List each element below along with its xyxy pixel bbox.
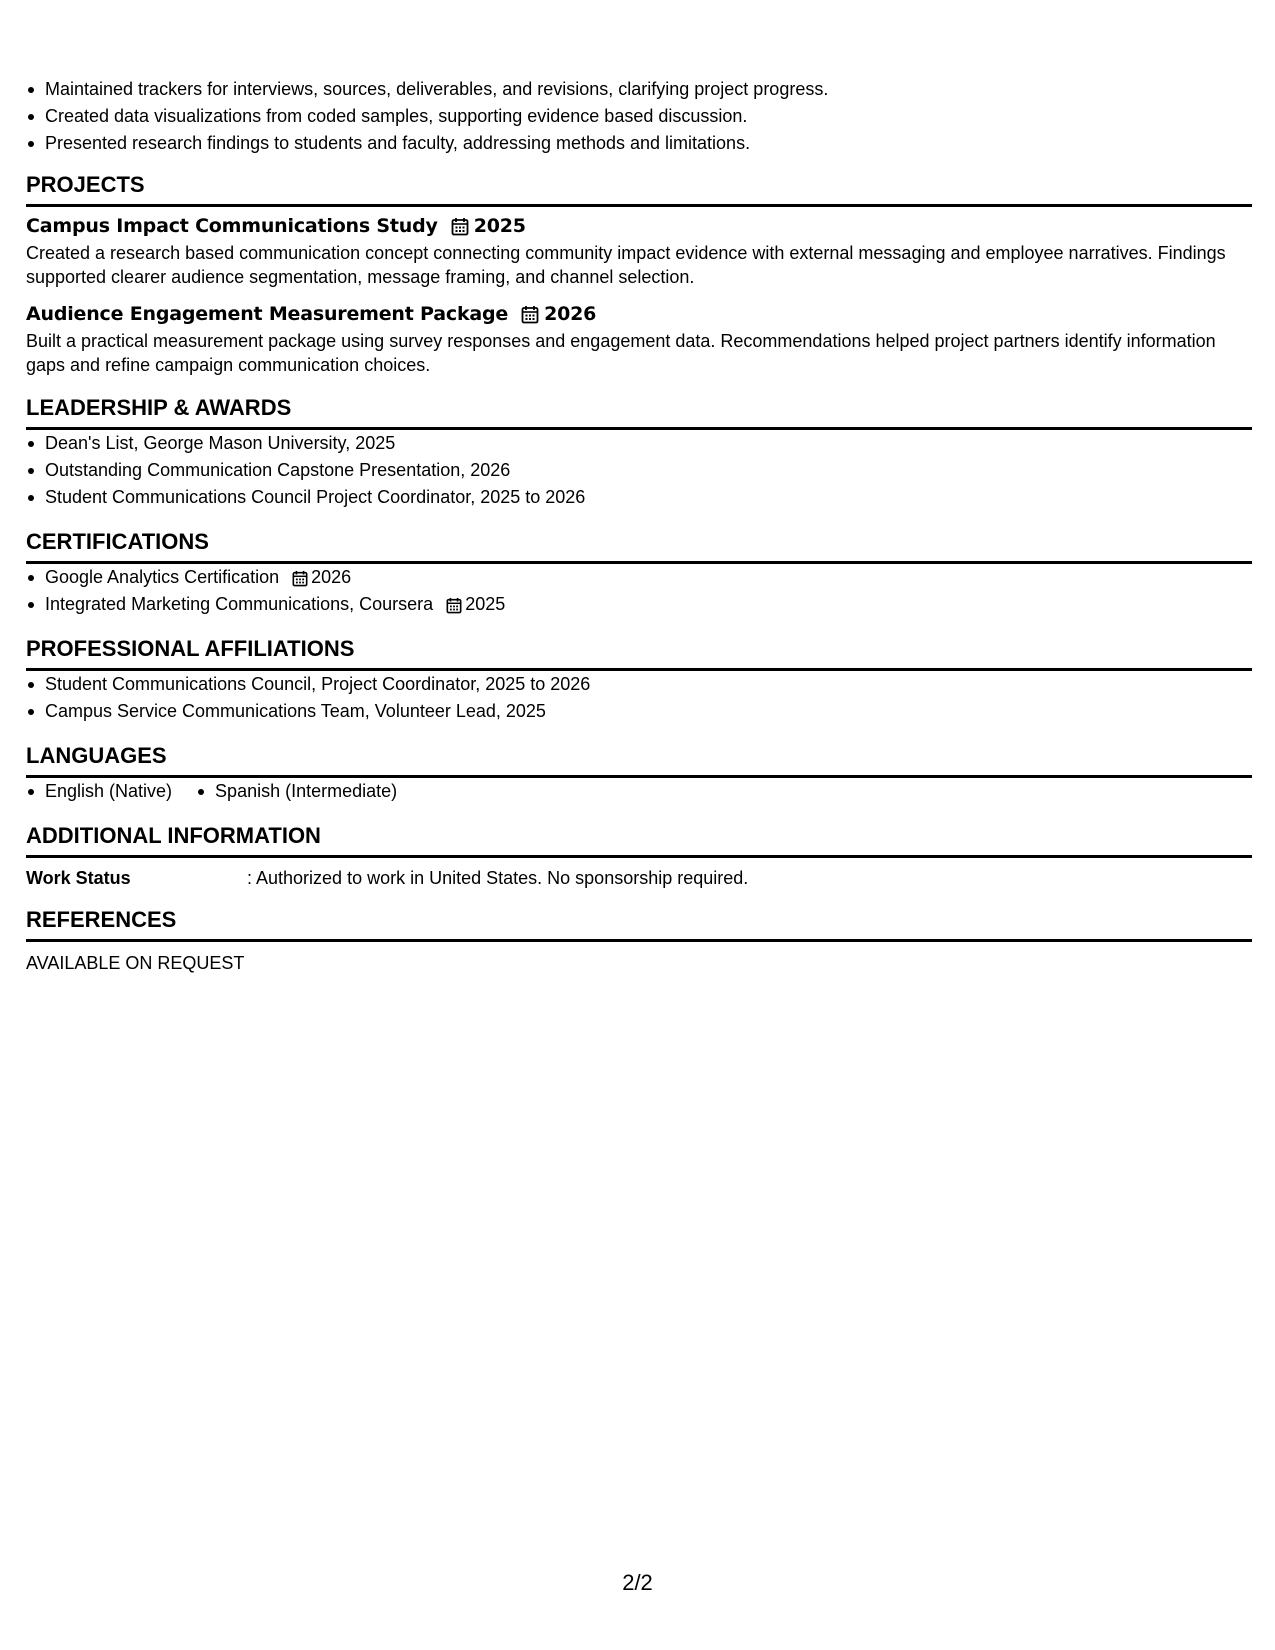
- section-title-leadership: LEADERSHIP & AWARDS: [26, 394, 1252, 430]
- project-description: Built a practical measurement package using survey responses and engagement data. Recommendations helped project partners identify information gaps and refine campaign communication choices.: [26, 331, 1216, 375]
- list-item: English (Native): [26, 778, 172, 805]
- work-status-value: : Authorized to work in United States. No sponsorship required.: [247, 868, 749, 888]
- project-description: Created a research based communication concept connecting community impact evidence with external messaging and employee narratives. Findings supported clearer audience segmentation, message framing, and channel selection.: [26, 243, 1226, 287]
- list-item: Created data visualizations from coded samples, supporting evidence based discussion.: [26, 103, 1252, 130]
- languages-section: [26, 742, 1252, 805]
- work-status-row: [26, 865, 1252, 892]
- references-section: [26, 906, 1252, 977]
- work-status-label: Work Status: [26, 868, 131, 888]
- list-item: Campus Service Communications Team, Volunteer Lead, 2025: [26, 698, 1252, 725]
- resume-page: [26, 76, 1252, 977]
- calendar-icon: [446, 597, 462, 614]
- experience-bullets: [26, 76, 1252, 157]
- list-item: Outstanding Communication Capstone Presentation, 2026: [26, 457, 1252, 484]
- list-item: Student Communications Council Project Coordinator, 2025 to 2026: [26, 484, 1252, 511]
- certification-year: 2026: [311, 567, 352, 587]
- calendar-icon: [521, 305, 539, 324]
- project-year: 2026: [544, 303, 597, 325]
- certification-name: Integrated Marketing Communications, Coursera: [45, 594, 434, 614]
- section-title-certifications: CERTIFICATIONS: [26, 528, 1252, 564]
- list-item: Dean's List, George Mason University, 2025: [26, 430, 1252, 457]
- certification-name: Google Analytics Certification: [45, 567, 280, 587]
- additional-section: [26, 822, 1252, 892]
- section-title-languages: LANGUAGES: [26, 742, 1252, 778]
- project-name: Campus Impact Communications Study: [26, 215, 438, 237]
- list-item: Maintained trackers for interviews, sources, deliverables, and revisions, clarifying project progress.: [26, 76, 1252, 103]
- projects-section: [26, 171, 1252, 377]
- affiliations-section: [26, 635, 1252, 725]
- calendar-icon: [292, 570, 308, 587]
- certification-year: 2025: [465, 594, 506, 614]
- leadership-section: [26, 394, 1252, 511]
- project-name: Audience Engagement Measurement Package: [26, 303, 509, 325]
- project-item: [26, 213, 1252, 289]
- section-title-affiliations: PROFESSIONAL AFFILIATIONS: [26, 635, 1252, 671]
- calendar-icon: [451, 217, 469, 236]
- list-item: [26, 591, 1252, 618]
- list-item: Spanish (Intermediate): [196, 778, 397, 805]
- certifications-section: [26, 528, 1252, 618]
- project-item: [26, 301, 1252, 377]
- list-item: [26, 564, 1252, 591]
- project-year: 2025: [473, 215, 526, 237]
- section-title-additional: ADDITIONAL INFORMATION: [26, 822, 1252, 858]
- list-item: Presented research findings to students and faculty, addressing methods and limitations.: [26, 130, 1252, 157]
- references-text: AVAILABLE ON REQUEST: [26, 953, 245, 973]
- section-title-projects: PROJECTS: [26, 171, 1252, 207]
- page-number: 2/2: [622, 1570, 653, 1595]
- section-title-references: REFERENCES: [26, 906, 1252, 942]
- list-item: Student Communications Council, Project Coordinator, 2025 to 2026: [26, 671, 1252, 698]
